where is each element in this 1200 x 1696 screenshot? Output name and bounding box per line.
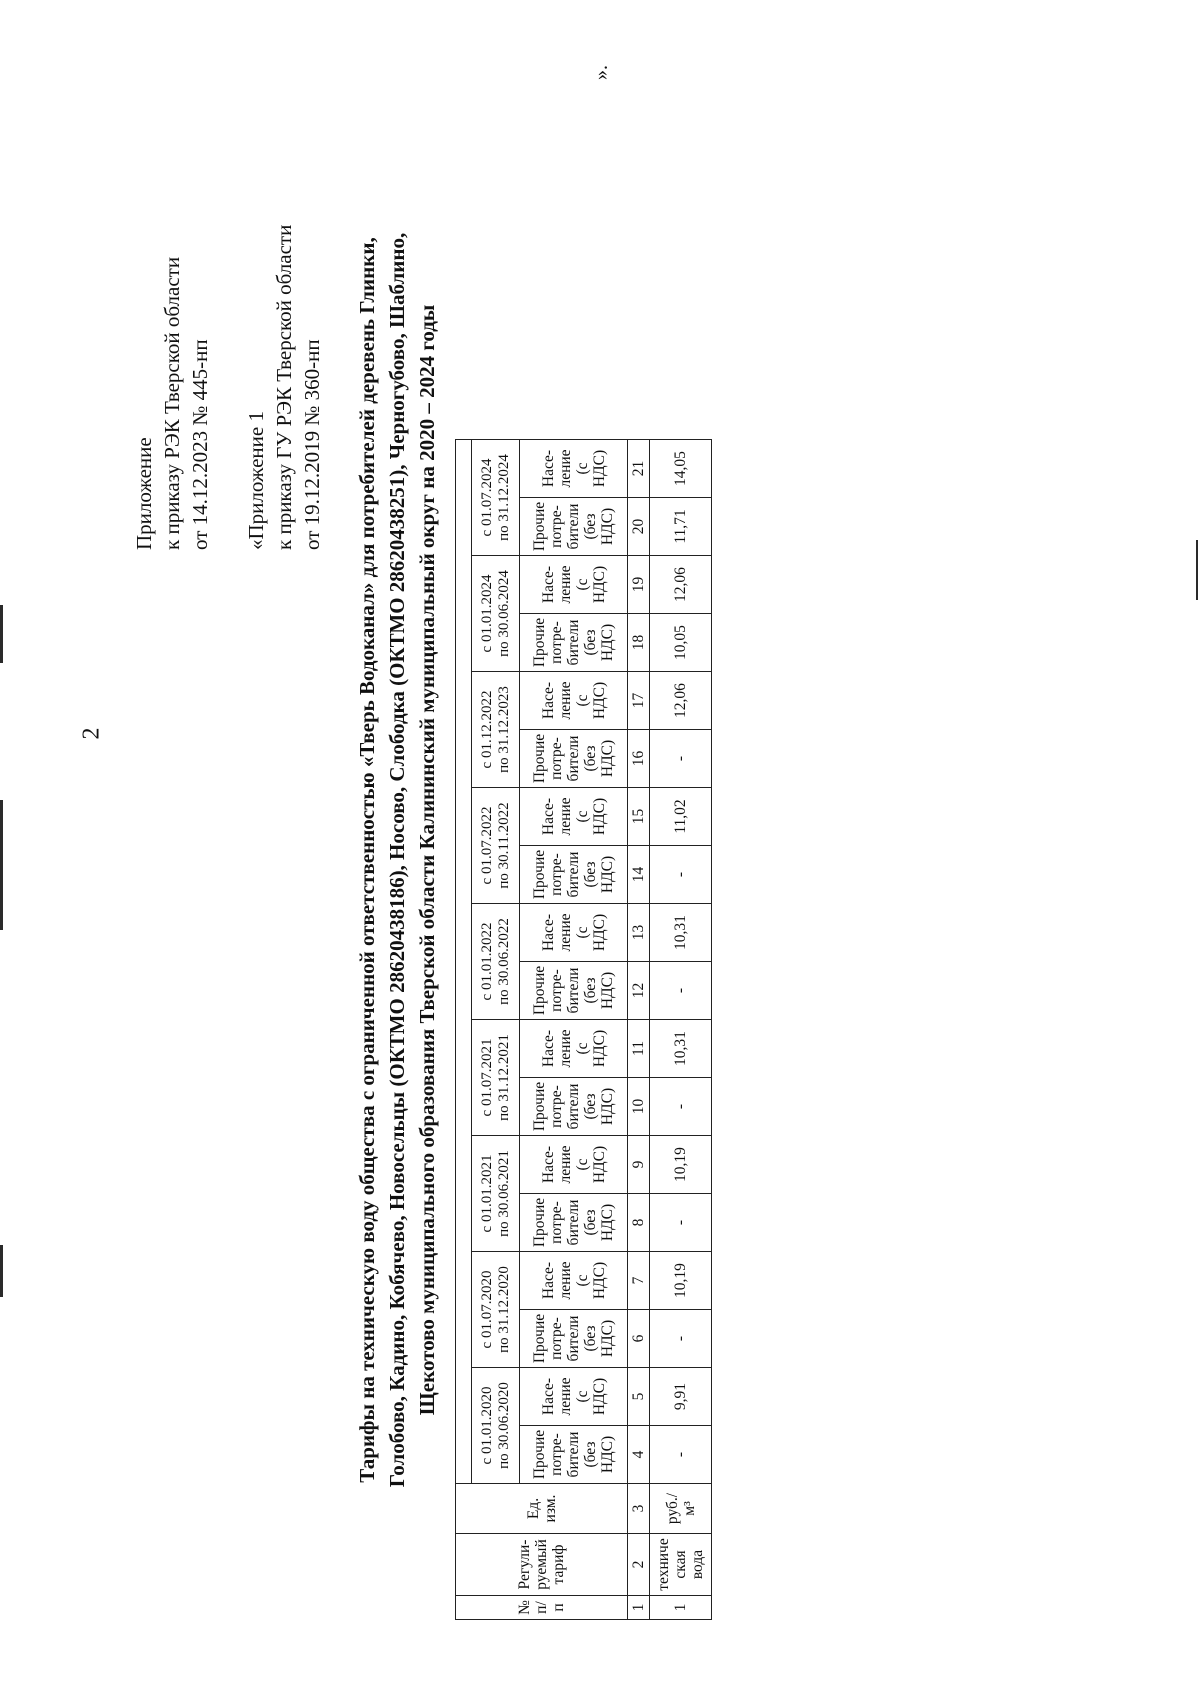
period-to: по 30.06.2024 — [495, 570, 512, 657]
subheader-population: Насе-ление (с НДС) — [520, 556, 628, 614]
period-header — [472, 1252, 520, 1368]
period-from: с 01.01.2024 — [478, 574, 495, 653]
period-to: по 30.06.2020 — [495, 1382, 512, 1469]
title-line: Голобово, Кадино, Кобячево, Новосельцы (ОКТМО 28620438186), Носово, Слободка (ОКТМО 28620438251), Черногубово, Шаблино, — [385, 232, 409, 1488]
header-unit: Ед. изм. — [456, 1484, 628, 1534]
period-header — [472, 1368, 520, 1484]
column-number: 9 — [628, 1136, 650, 1194]
column-number: 15 — [628, 788, 650, 846]
column-number: 14 — [628, 846, 650, 904]
period-to: по 31.12.2023 — [495, 686, 512, 773]
column-number: 19 — [628, 556, 650, 614]
tariff-value: 12,06 — [650, 556, 712, 614]
period-to: по 30.11.2022 — [495, 802, 512, 889]
period-header — [472, 1136, 520, 1252]
row-unit: руб./м³ — [650, 1484, 712, 1534]
tariff-value: 12,06 — [650, 672, 712, 730]
subheader-population: Насе-ление (с НДС) — [520, 1020, 628, 1078]
subheader-population: Насе-ление (с НДС) — [520, 440, 628, 498]
column-number: 11 — [628, 1020, 650, 1078]
header-no: № п/п — [456, 1596, 628, 1620]
column-number: 20 — [628, 498, 650, 556]
tariff-value: 9,91 — [650, 1368, 712, 1426]
note-line: Приложение — [132, 437, 156, 550]
period-from: с 01.07.2024 — [478, 458, 495, 537]
subheader-other: Прочие потре-бители (без НДС) — [520, 614, 628, 672]
note-line: к приказу ГУ РЭК Тверской области — [272, 224, 296, 550]
tariff-value: 10,19 — [650, 1136, 712, 1194]
note-line: «Приложение 1 — [244, 411, 268, 550]
column-number: 17 — [628, 672, 650, 730]
column-number: 16 — [628, 730, 650, 788]
row-no: 1 — [650, 1596, 712, 1620]
subheader-other: Прочие потре-бители (без НДС) — [520, 1078, 628, 1136]
period-header — [472, 788, 520, 904]
tariff-value: - — [650, 1426, 712, 1484]
note-line: от 14.12.2023 № 445-нп — [188, 339, 212, 550]
column-number: 4 — [628, 1426, 650, 1484]
period-header — [472, 556, 520, 672]
tariff-value: 10,05 — [650, 614, 712, 672]
tariff-value: 10,31 — [650, 1020, 712, 1078]
period-header — [472, 672, 520, 788]
subheader-other: Прочие потре-бители (без НДС) — [520, 1194, 628, 1252]
period-to: по 31.12.2021 — [495, 1034, 512, 1121]
tariff-value: - — [650, 846, 712, 904]
tariff-value: 11,02 — [650, 788, 712, 846]
subheader-population: Насе-ление (с НДС) — [520, 672, 628, 730]
title-line: Щекотово муниципального образования Тверской области Калининский муниципальный округ на 2020 – 2024 годы — [415, 304, 439, 1416]
subheader-other: Прочие потре-бители (без НДС) — [520, 498, 628, 556]
tariff-value: 11,71 — [650, 498, 712, 556]
subheader-population: Насе-ление (с НДС) — [520, 1136, 628, 1194]
tariff-value: 10,31 — [650, 904, 712, 962]
scan-mark-3 — [0, 1245, 3, 1297]
header-blank — [456, 440, 472, 1484]
period-to: по 30.06.2022 — [495, 918, 512, 1005]
subheader-population: Насе-ление (с НДС) — [520, 904, 628, 962]
tariff-table — [455, 439, 712, 1620]
period-from: с 01.12.2022 — [478, 690, 495, 769]
tariff-value: - — [650, 730, 712, 788]
period-to: по 30.06.2021 — [495, 1150, 512, 1237]
period-from: с 01.07.2021 — [478, 1038, 495, 1117]
column-number: 10 — [628, 1078, 650, 1136]
period-from: с 01.01.2021 — [478, 1154, 495, 1233]
period-to: по 31.12.2020 — [495, 1266, 512, 1353]
subheader-population: Насе-ление (с НДС) — [520, 1252, 628, 1310]
column-number: 5 — [628, 1368, 650, 1426]
column-number: 12 — [628, 962, 650, 1020]
tariff-value: 10,19 — [650, 1252, 712, 1310]
column-number: 8 — [628, 1194, 650, 1252]
tariff-value: - — [650, 962, 712, 1020]
column-number: 1 — [628, 1596, 650, 1620]
period-to: по 31.12.2024 — [495, 454, 512, 541]
subheader-other: Прочие потре-бители (без НДС) — [520, 1426, 628, 1484]
period-header — [472, 1020, 520, 1136]
column-number: 7 — [628, 1252, 650, 1310]
subheader-other: Прочие потре-бители (без НДС) — [520, 962, 628, 1020]
column-number: 6 — [628, 1310, 650, 1368]
column-number: 3 — [628, 1484, 650, 1534]
closing-quote: ». — [590, 65, 612, 80]
period-from: с 01.01.2022 — [478, 922, 495, 1001]
period-header — [472, 440, 520, 556]
page-number: 2 — [78, 727, 105, 740]
scan-mark-4 — [1196, 540, 1198, 600]
tariff-value: - — [650, 1194, 712, 1252]
note-line: от 19.12.2019 № 360-нп — [300, 339, 324, 550]
column-number: 13 — [628, 904, 650, 962]
tariff-value: - — [650, 1078, 712, 1136]
tariff-value: - — [650, 1310, 712, 1368]
period-from: с 01.07.2020 — [478, 1270, 495, 1349]
scan-mark-1 — [0, 605, 3, 663]
column-number: 21 — [628, 440, 650, 498]
column-number: 2 — [628, 1534, 650, 1596]
title-line: Тарифы на техническую воду общества с ограниченной ответственностью «Тверь Водоканал» для потребителей деревень Глинки, — [355, 237, 379, 1483]
subheader-other: Прочие потре-бители (без НДС) — [520, 1310, 628, 1368]
tariff-value: 14,05 — [650, 440, 712, 498]
header-tariff: Регули-руемый тариф — [456, 1534, 628, 1596]
subheader-other: Прочие потре-бители (без НДС) — [520, 846, 628, 904]
column-number: 18 — [628, 614, 650, 672]
appendix-notes — [130, 225, 326, 550]
subheader-other: Прочие потре-бители (без НДС) — [520, 730, 628, 788]
period-from: с 01.01.2020 — [478, 1386, 495, 1465]
period-header — [472, 904, 520, 1020]
subheader-population: Насе-ление (с НДС) — [520, 1368, 628, 1426]
period-from: с 01.07.2022 — [478, 806, 495, 885]
rotated-sheet — [130, 65, 810, 1620]
scan-mark-2 — [0, 800, 3, 930]
subheader-population: Насе-ление (с НДС) — [520, 788, 628, 846]
note-line: к приказу РЭК Тверской области — [160, 256, 184, 550]
document-title — [352, 100, 442, 1620]
row-tariff: техниче ская вода — [650, 1534, 712, 1596]
